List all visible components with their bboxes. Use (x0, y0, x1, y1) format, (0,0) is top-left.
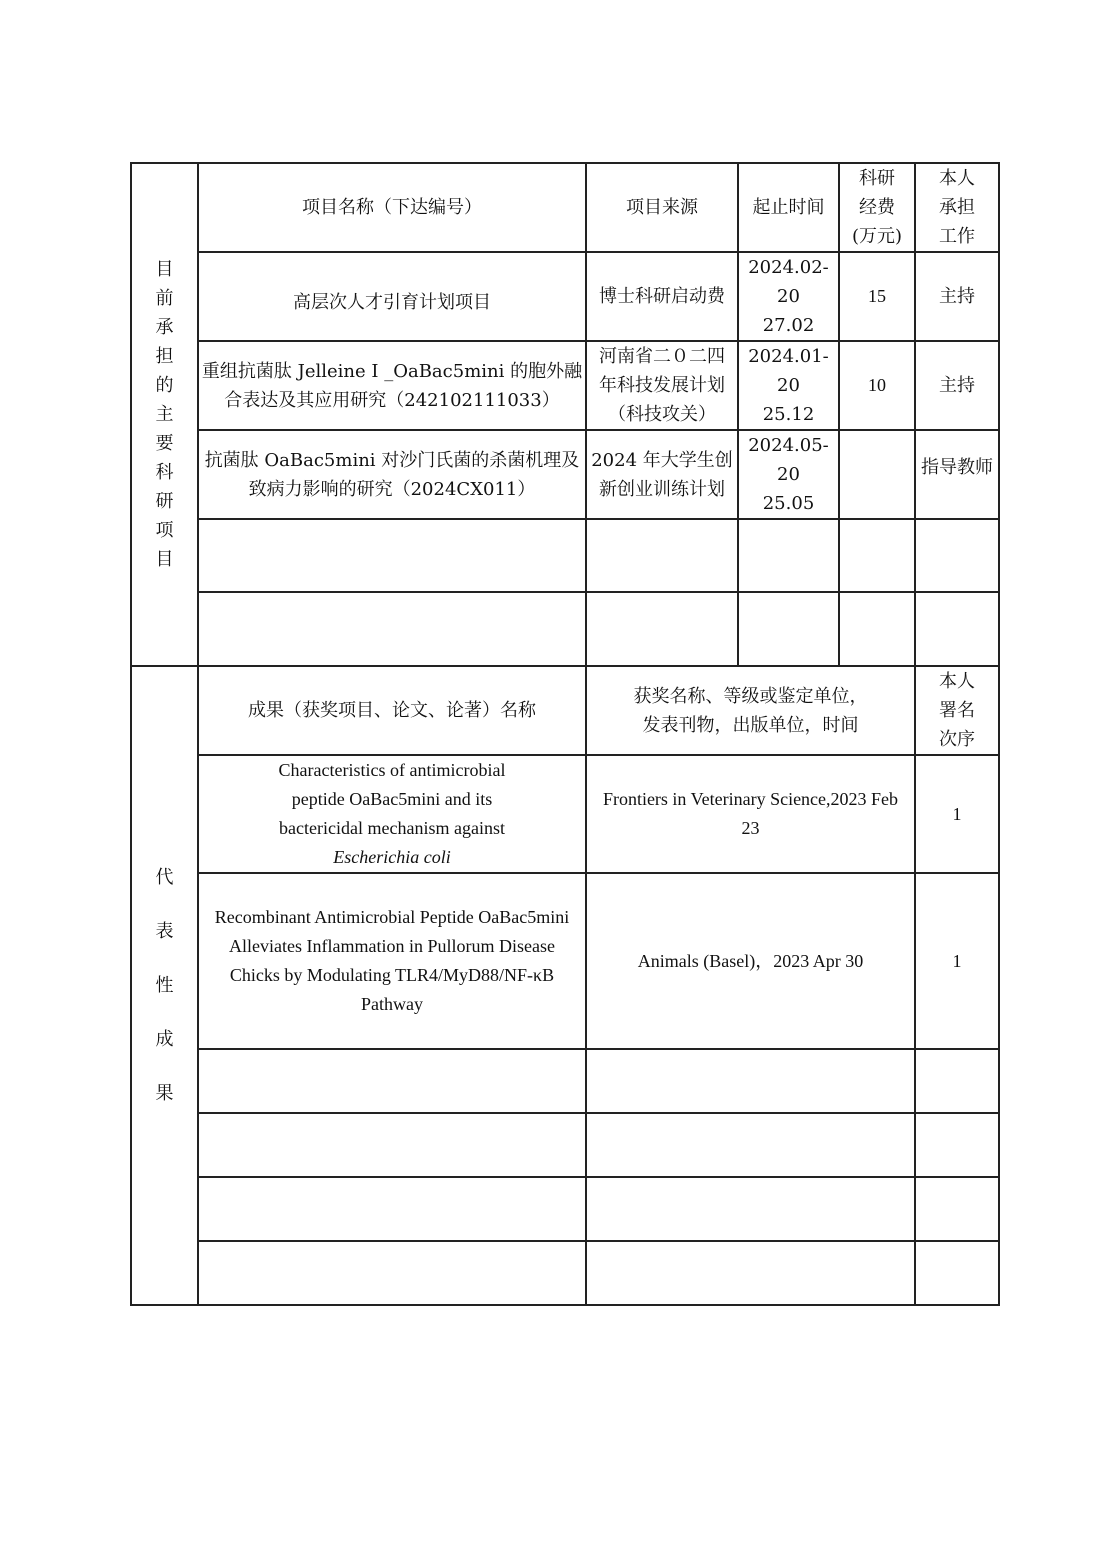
species-name: Escherichia coli (333, 847, 451, 867)
achievement-row (131, 873, 999, 1049)
project-funding: 10 (839, 341, 915, 430)
header-project-source: 项目来源 (586, 163, 738, 252)
achievement-venue: Animals (Basel)，2023 Apr 30 (586, 873, 915, 1049)
project-funding: 15 (839, 252, 915, 341)
project-name: 高层次人才引育计划项目 (198, 252, 586, 341)
project-role: 指导教师 (915, 430, 999, 519)
header-project-name: 项目名称（下达编号） (198, 163, 586, 252)
project-source: 河南省二０二四 年科技发展计划 （科技攻关） (586, 341, 738, 430)
header-role: 本人 承担 工作 (915, 163, 999, 252)
achievement-row-empty (131, 1113, 999, 1177)
project-row (131, 252, 999, 341)
project-name: 重组抗菌肽 Jelleine I _OaBac5mini 的胞外融 合表达及其应用研究（242102111033） (198, 341, 586, 430)
project-funding (839, 430, 915, 519)
achievement-row-empty (131, 1177, 999, 1241)
header-venue: 获奖名称、等级或鉴定单位， 发表刊物，出版单位，时间 (586, 666, 915, 755)
project-source: 博士科研启动费 (586, 252, 738, 341)
project-row-empty (131, 592, 999, 666)
header-funding: 科研 经费 (万元) (839, 163, 915, 252)
project-row (131, 430, 999, 519)
header-author-order: 本人 署名 次序 (915, 666, 999, 755)
achievement-row (131, 755, 999, 873)
achievement-order: 1 (915, 755, 999, 873)
project-period: 2024.02-20 27.02 (738, 252, 839, 341)
achievement-row-empty (131, 1049, 999, 1113)
header-achievement-name: 成果（获奖项目、论文、论著）名称 (198, 666, 586, 755)
achievement-order: 1 (915, 873, 999, 1049)
project-source: 2024 年大学生创 新创业训练计划 (586, 430, 738, 519)
achievements-side-label: 代 表 性 成 果 (131, 666, 198, 1305)
achievement-title: Characteristics of antimicrobial peptide OaBac5mini and its bactericidal mechanism against Escherichia coli (198, 755, 586, 873)
research-form-table (130, 162, 1000, 1306)
header-period: 起止时间 (738, 163, 839, 252)
project-row-empty (131, 519, 999, 592)
project-name: 抗菌肽 OaBac5mini 对沙门氏菌的杀菌机理及 致病力影响的研究（2024CX011） (198, 430, 586, 519)
project-period: 2024.05-20 25.05 (738, 430, 839, 519)
achievement-title: Recombinant Antimicrobial Peptide OaBac5mini Alleviates Inflammation in Pullorum Disease Chicks by Modulating TLR4/MyD88/NF-κB Pathway (198, 873, 586, 1049)
achievement-venue: Frontiers in Veterinary Science,2023 Feb 23 (586, 755, 915, 873)
project-period: 2024.01-20 25.12 (738, 341, 839, 430)
project-role: 主持 (915, 252, 999, 341)
achievement-row-empty (131, 1241, 999, 1305)
project-role: 主持 (915, 341, 999, 430)
projects-side-label: 目 前 承 担 的 主 要 科 研 项 目 (131, 163, 198, 666)
project-row (131, 341, 999, 430)
